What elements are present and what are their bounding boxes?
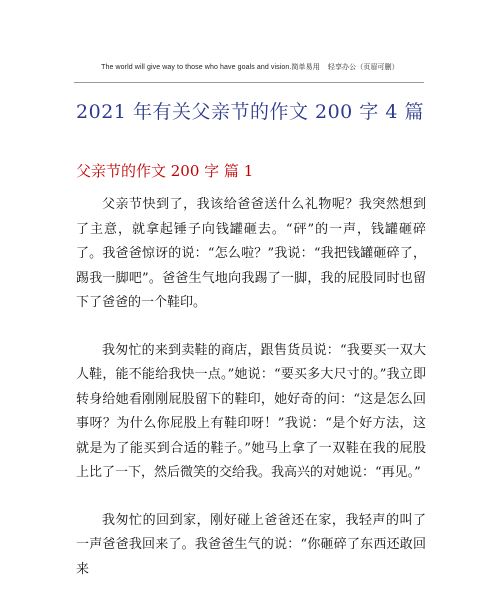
paragraph: 我匆忙的回到家，刚好碰上爸爸还在家，我轻声的叫了一声爸爸我回来了。我爸爸生气的说：“你砸碎了东西还敢回来 <box>76 512 426 577</box>
header-divider <box>74 82 424 83</box>
section-title: 父亲节的作文 200 字 篇 1 <box>76 162 254 180</box>
header-tagline: The world will give way to those who have goals and vision.简单易用 <box>101 64 320 71</box>
paragraph: 我匆忙的来到卖鞋的商店，跟售货员说：“我要买一双大人鞋，能不能给我快一点。”她说：“要买多大尺寸的。”我立即转身给她看刚刚屁股留下的鞋印，她好奇的问：“这是怎么回事呀？为什么你屁股上有鞋印呀！”我说：“是个好方法，这就是为了能买到合适的鞋子。”她马上拿了一双鞋在我的屁股上比了一下，然后微笑的交给我。我高兴的对她说：“再见。” <box>76 342 426 480</box>
header-note: 轻享办公（页眉可删） <box>327 64 399 71</box>
document-body <box>76 193 426 605</box>
paragraph: 父亲节快到了，我该给爸爸送什么礼物呢？我突然想到了主意，就拿起锤子向钱罐砸去。“砰”的一声，钱罐砸碎了。我爸爸惊讶的说：“怎么啦？”我说：“我把钱罐砸碎了，踢我一脚吧”。爸爸生气地向我踢了一脚，我的屁股同时也留下了爸爸的一个鞋印。 <box>76 197 426 310</box>
document-title: 2021 年有关父亲节的作文 200 字 4 篇 <box>76 101 424 123</box>
page-header <box>0 62 500 72</box>
